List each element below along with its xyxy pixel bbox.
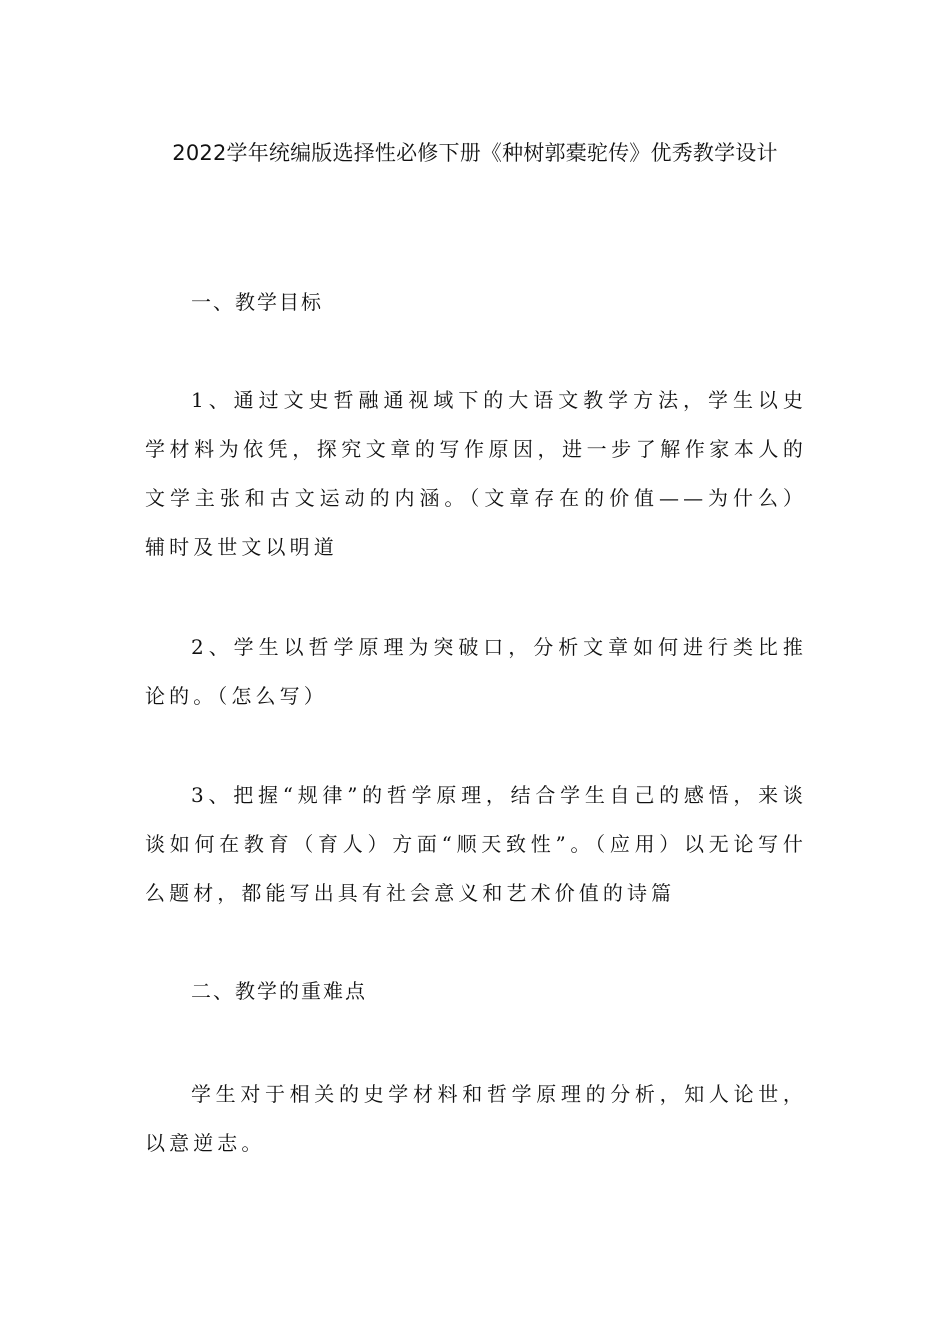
objective-paragraph-3: 3、把握“规律”的哲学原理，结合学生自己的感悟，来谈谈如何在教育（育人）方面“顺天致性”。（应用）以无论写什么题材，都能写出具有社会意义和艺术价值的诗篇 — [145, 783, 807, 905]
section-heading-key-points: 二、教学的重难点 — [191, 979, 367, 1003]
objective-paragraph-2: 2、学生以哲学原理为突破口，分析文章如何进行类比推论的。（怎么写） — [145, 635, 807, 708]
key-points-paragraph: 学生对于相关的史学材料和哲学原理的分析，知人论世，以意逆志。 — [145, 1082, 807, 1155]
objective-paragraph-1: 1、通过文史哲融通视域下的大语文教学方法，学生以史学材料为依凭，探究文章的写作原因，进一步了解作家本人的文学主张和古文运动的内涵。（文章存在的价值——为什么）辅时及世文以明道 — [145, 388, 807, 559]
section-heading-objectives: 一、教学目标 — [191, 290, 323, 314]
document-title: 2022学年统编版选择性必修下册《种树郭橐驼传》优秀教学设计 — [172, 141, 778, 165]
